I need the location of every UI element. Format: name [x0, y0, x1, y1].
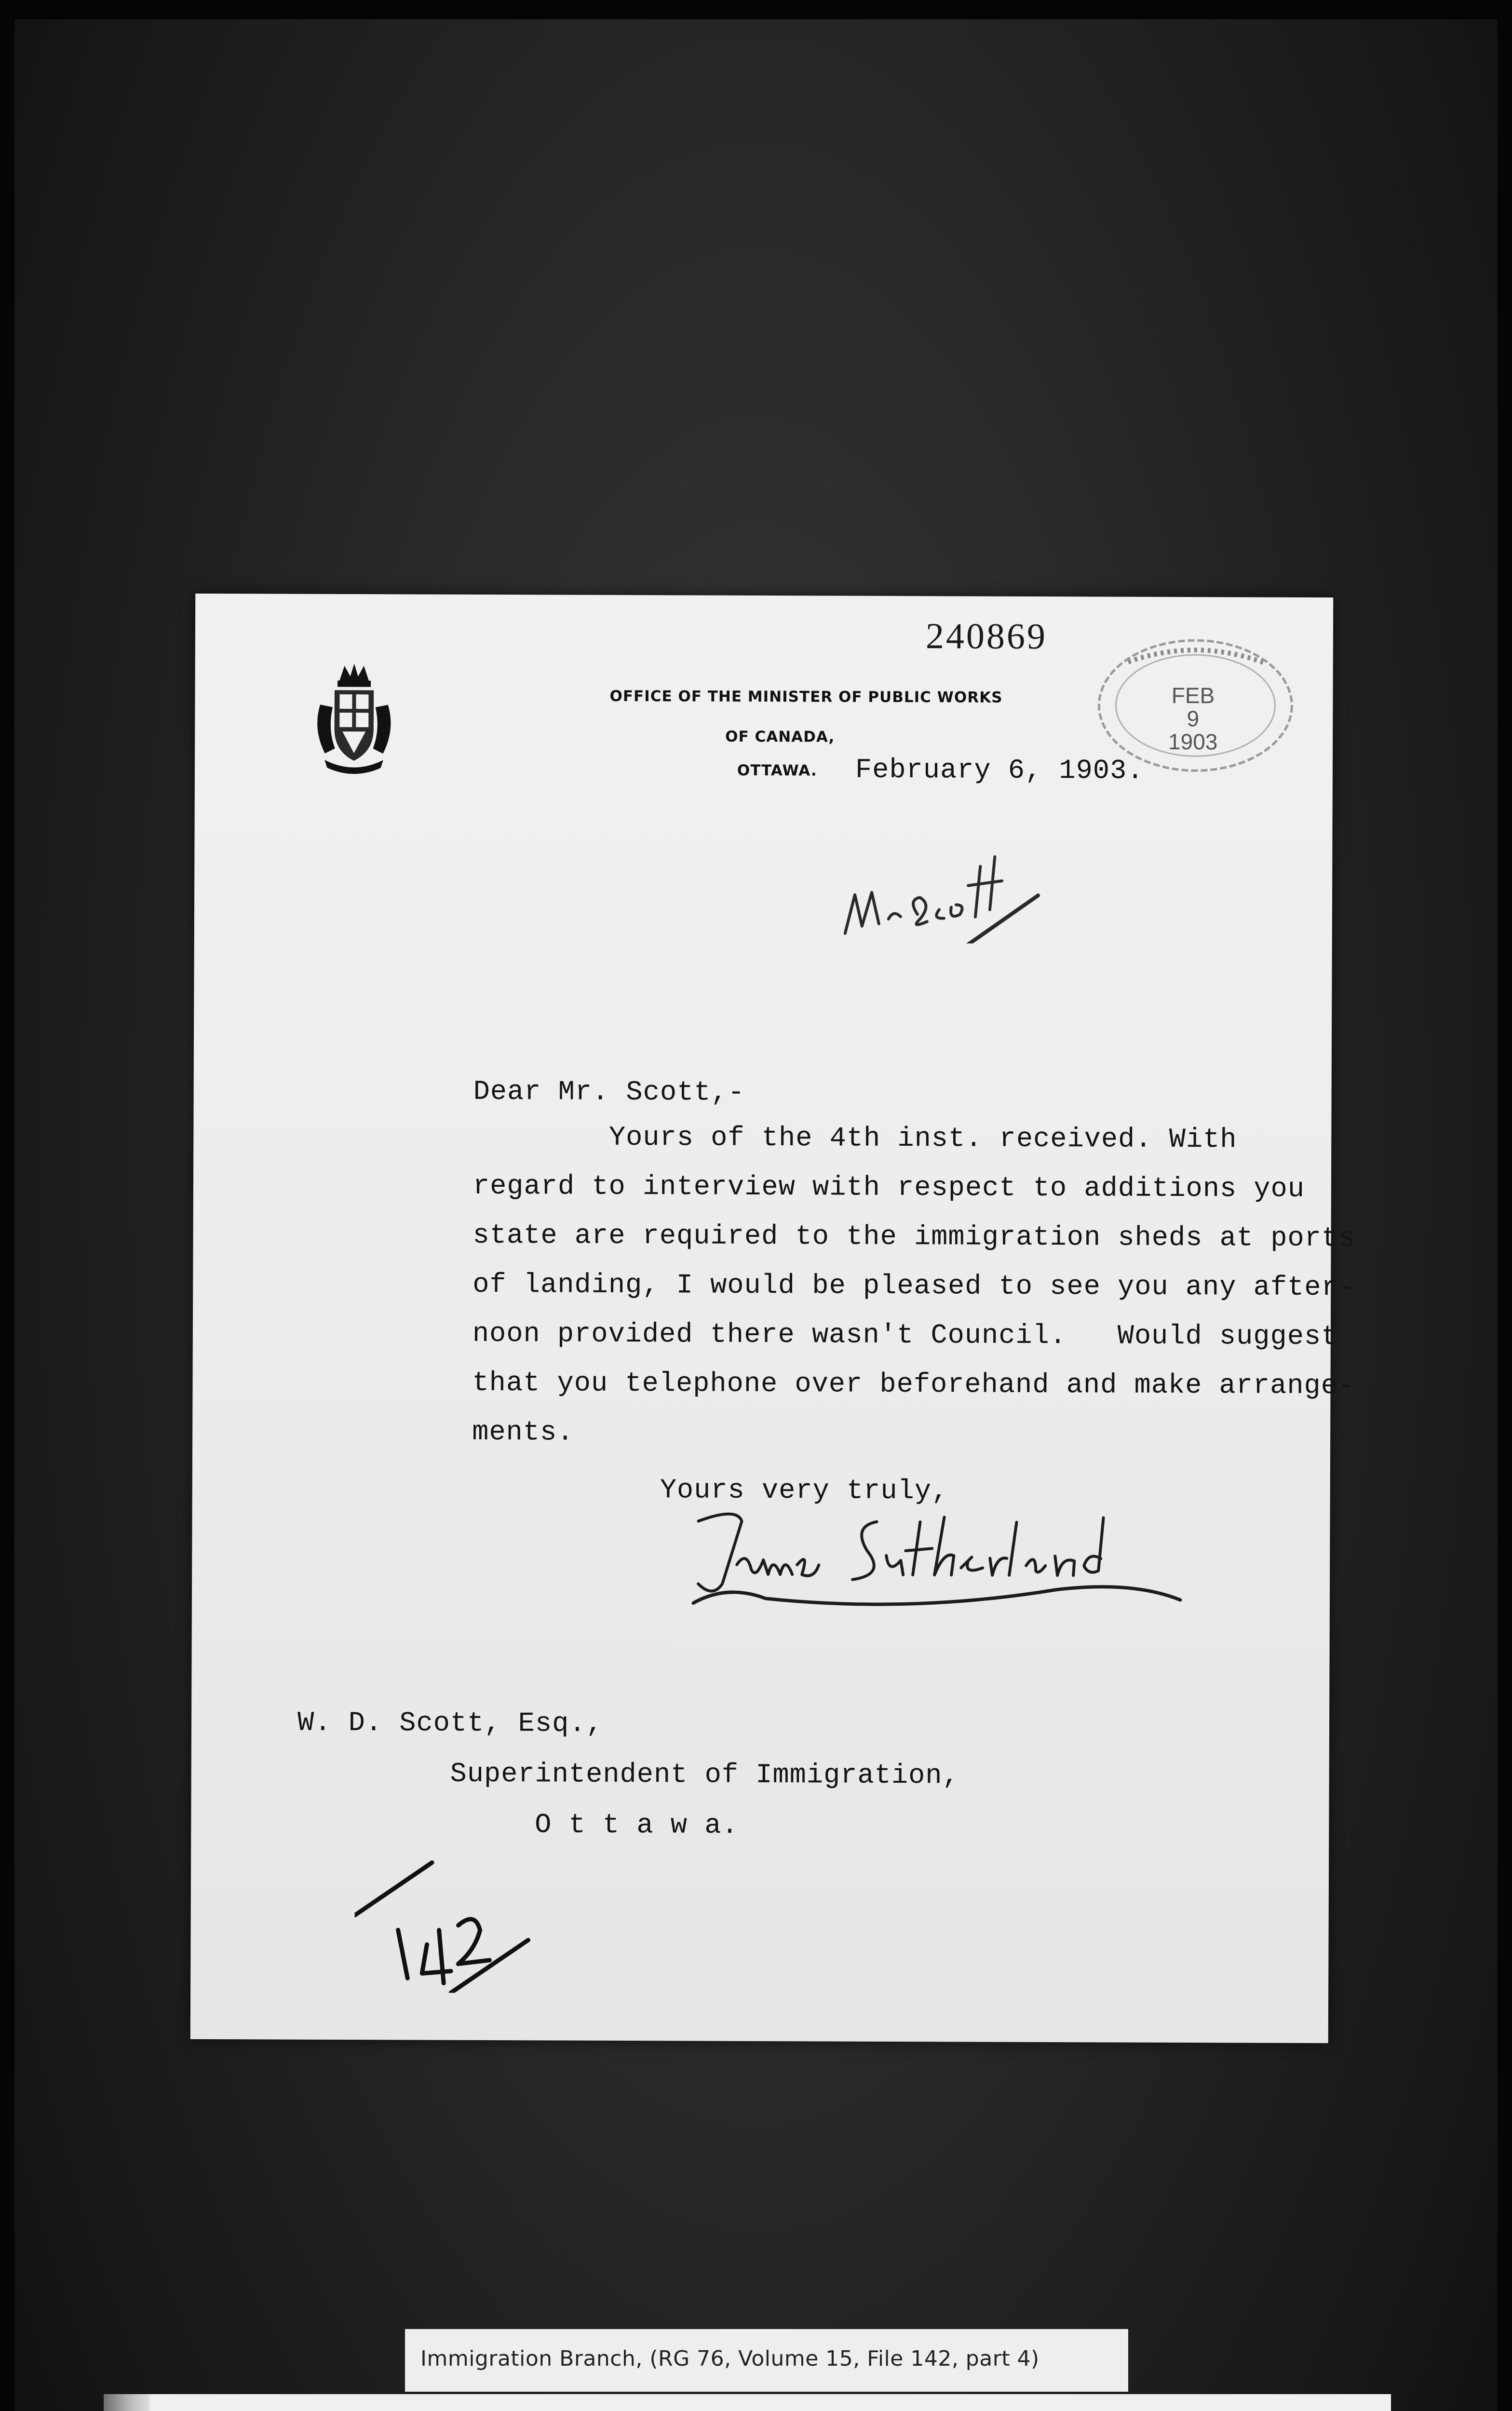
handwritten-signature	[669, 1502, 1190, 1629]
stamp-day: 9	[1187, 706, 1200, 731]
body-line: of landing, I would be pleased to see you any after-	[472, 1269, 1356, 1304]
margin-note-handwriting	[836, 837, 1087, 944]
addressee-block	[297, 1698, 959, 1853]
body-line: that you telephone over beforehand and make arrange-	[472, 1368, 1355, 1402]
letterhead-country: OF CANADA,	[725, 728, 835, 746]
letter-sheet	[190, 594, 1356, 2043]
coat-of-arms-icon	[306, 662, 403, 778]
stamp-year: 1903	[1168, 729, 1218, 755]
board-edge	[104, 2394, 149, 2411]
letter-body	[472, 1113, 1356, 1460]
addressee-name: W. D. Scott, Esq.,	[297, 1707, 603, 1740]
archives-board	[104, 2394, 1391, 2411]
letterhead-office: OFFICE OF THE MINISTER OF PUBLIC WORKS	[609, 687, 1003, 706]
body-line: regard to interview with respect to additions you	[472, 1171, 1305, 1205]
addressee-city: O t t a w a.	[297, 1809, 739, 1842]
body-line: state are required to the immigration sheds at ports	[472, 1220, 1356, 1255]
letter-date: February 6, 1903.	[855, 755, 1144, 787]
closing: Yours very truly,	[660, 1475, 949, 1507]
catalogue-label	[405, 2329, 1128, 2392]
stamp-month: FEB	[1171, 682, 1215, 708]
body-line: Yours of the 4th inst. received. With	[473, 1122, 1237, 1156]
salutation: Dear Mr. Scott,-	[473, 1076, 745, 1109]
body-line: noon provided there wasn't Council. Would suggest	[472, 1318, 1338, 1353]
file-reference-handwriting	[354, 1833, 557, 1993]
file-number: 240869	[925, 616, 1048, 657]
letterhead-city: OTTAWA.	[737, 761, 817, 780]
addressee-title: Superintendent of Immigration,	[297, 1758, 959, 1792]
catalogue-label-text: Immigration Branch, (RG 76, Volume 15, File 142, part 4)	[420, 2346, 1040, 2371]
body-line: ments.	[472, 1417, 574, 1449]
stamp-date	[1137, 684, 1249, 754]
